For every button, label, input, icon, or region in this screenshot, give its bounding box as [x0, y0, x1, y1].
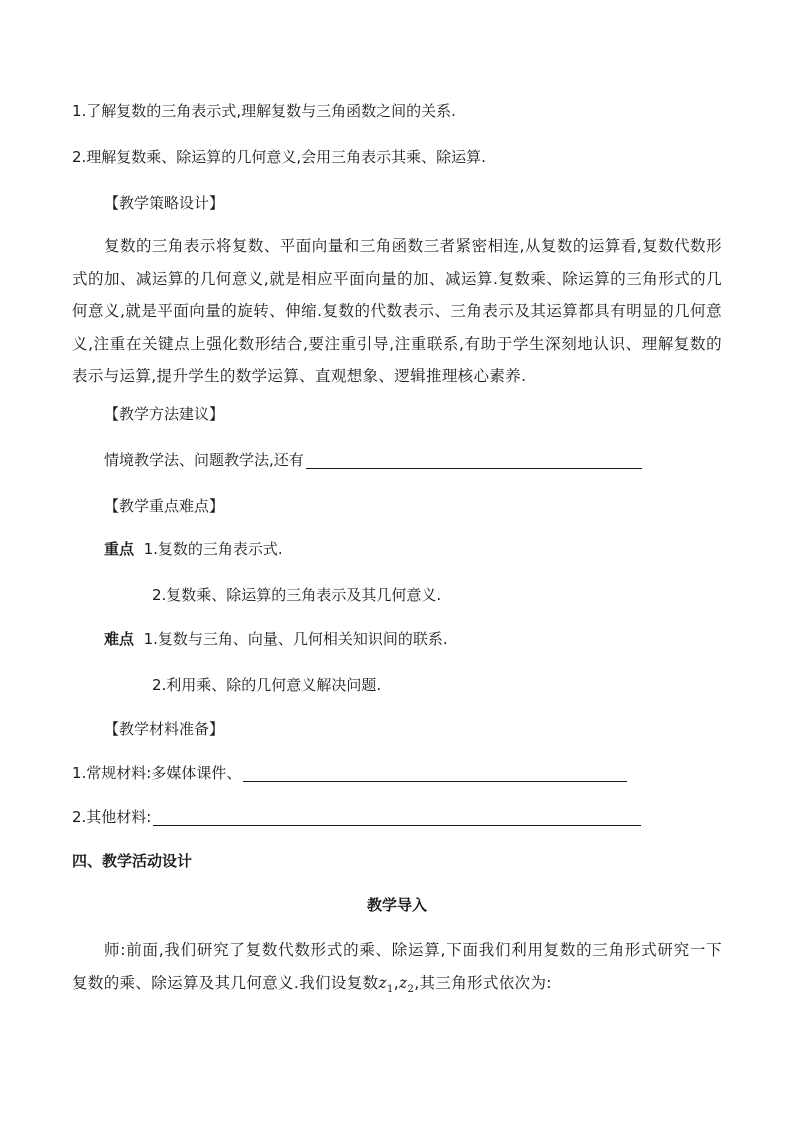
- intro-text-2: ,其三角形式依次为:: [414, 973, 552, 992]
- focus-item-1: 1.复数的三角表示式.: [143, 540, 283, 558]
- materials-line-1: [72, 757, 722, 789]
- strategy-heading: 【教学策略设计】: [104, 194, 225, 212]
- methods-heading: 【教学方法建议】: [104, 405, 225, 423]
- materials-item-1: 1.常规材料:多媒体课件、: [72, 764, 242, 782]
- intro-text-1: 师:前面,我们研究了复数代数形式的乘、除运算,下面我们利用复数的三角形式研究一下复数的乘、除运算及其几何意义.我们设复数: [72, 941, 722, 992]
- methods-line: [104, 444, 754, 476]
- methods-blank-field[interactable]: [306, 450, 642, 469]
- key-points-heading: 【教学重点难点】: [104, 497, 225, 515]
- difficulty-item-1: 1.复数与三角、向量、几何相关知识间的联系.: [143, 630, 448, 648]
- strategy-paragraph: 复数的三角表示将复数、平面向量和三角函数三者紧密相连,从复数的运算看,复数代数形式的加、减运算的几何意义,就是相应平面向量的加、减运算.复数乘、除运算的三角形式的几何意义,就是平面向量的旋转、伸缩.复数的代数表示、三角表示及其运算都具有明显的几何意义,注重在关键点上强化数形结合,要注重引导,注重联系,有助于学生深刻地认识、理解复数的表示与运算,提升学生的数学运算、直观想象、逻辑推理核心素养.: [72, 237, 722, 385]
- focus-label: 重点: [104, 540, 135, 558]
- difficulty-label: 难点: [104, 630, 135, 648]
- difficulty-item-2: 2.利用乘、除的几何意义解决问题.: [152, 676, 382, 694]
- section4-heading: 四、教学活动设计: [72, 852, 193, 870]
- var-separator: ,: [393, 973, 399, 992]
- section4-subheading: 教学导入: [366, 896, 427, 914]
- objective-2: 2.理解复数乘、除运算的几何意义,会用三角表示其乘、除运算.: [72, 148, 486, 166]
- materials-heading: 【教学材料准备】: [104, 720, 225, 738]
- var-z1: $z_1$: [378, 973, 394, 995]
- focus-line-1: [104, 533, 754, 565]
- materials-blank-2[interactable]: [153, 807, 641, 826]
- difficulty-line-1: [104, 623, 754, 655]
- focus-item-2: 2.复数乘、除运算的三角表示及其几何意义.: [152, 586, 442, 604]
- materials-blank-1[interactable]: [243, 763, 627, 782]
- objective-1: 1.了解复数的三角表示式,理解复数与三角函数之间的关系.: [72, 102, 456, 120]
- materials-item-2: 2.其他材料:: [72, 808, 152, 826]
- var-z2: $z_2$: [398, 973, 415, 995]
- intro-paragraph: [72, 934, 722, 1006]
- materials-line-2: [72, 801, 722, 833]
- methods-text: 情境教学法、问题教学法,还有: [104, 451, 304, 469]
